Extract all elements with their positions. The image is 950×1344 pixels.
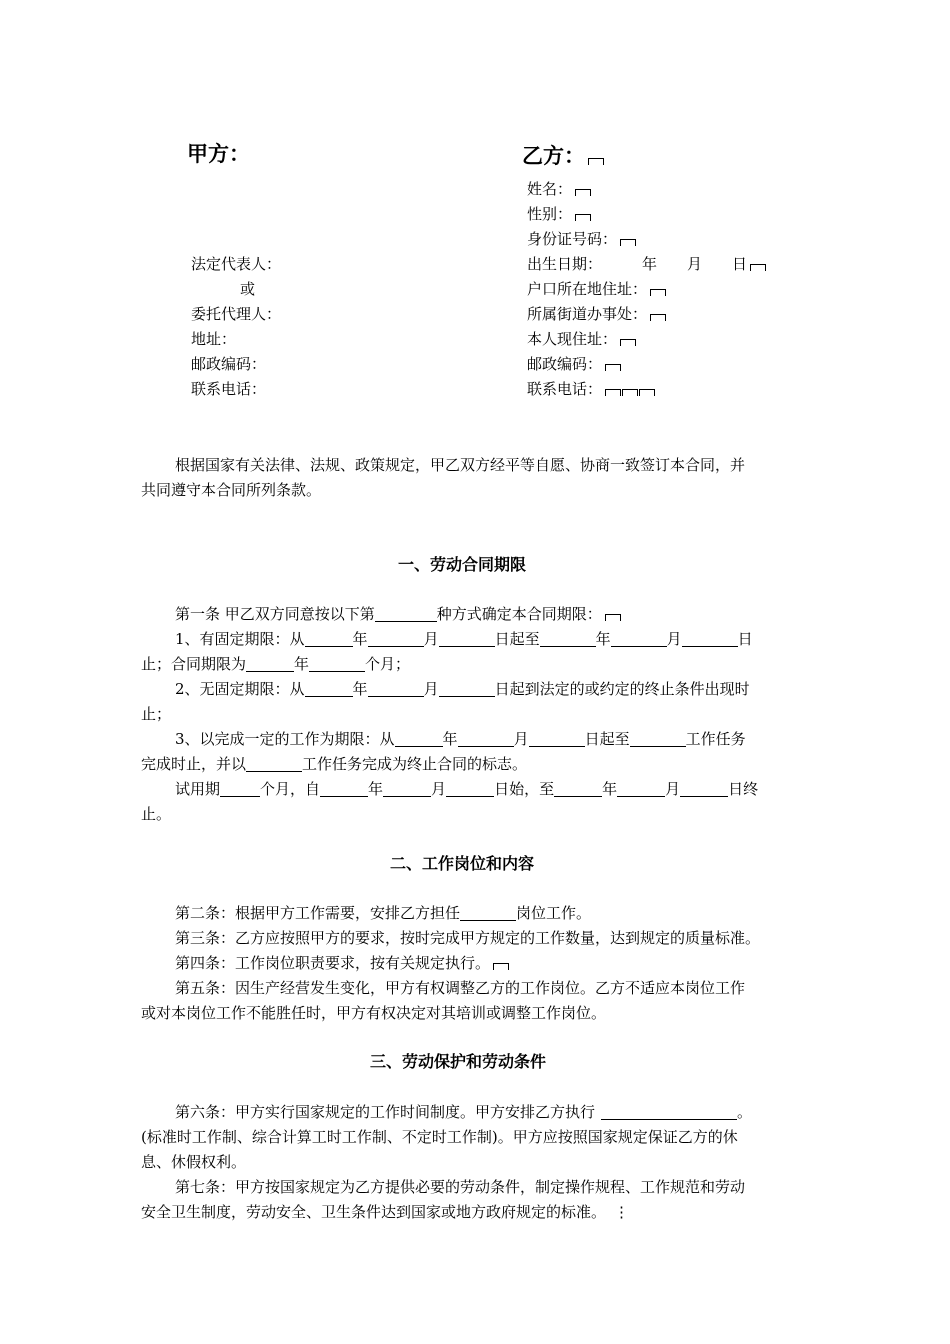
blank-mark-icon bbox=[620, 239, 636, 246]
article-6-line-3: 息、休假权利。 bbox=[141, 1153, 247, 1171]
item-3-line-2: 完成时止，并以 工作任务完成为终止合同的标志。 bbox=[141, 755, 528, 773]
article-6-line-1: 第六条：甲方实行国家规定的工作时间制度。甲方安排乙方执行 。 bbox=[175, 1103, 753, 1121]
blank-mark-icon bbox=[622, 389, 638, 396]
blank-mark-icon bbox=[650, 314, 666, 321]
trial-line-1: 试用期 个月，自 年 月 日始，至 年 月 日终 bbox=[175, 780, 759, 798]
party-b-postcode: 邮政编码： bbox=[527, 353, 621, 374]
article-6-line-2: (标准时工作制、综合计算工时工作制、不定时工作制)。甲方应按照国家规定保证乙方的休 bbox=[141, 1128, 738, 1146]
intro-line-2: 共同遵守本合同所列条款。 bbox=[141, 481, 322, 499]
party-a-title: 甲方： bbox=[187, 142, 250, 166]
party-b-title: 乙方： bbox=[522, 140, 604, 170]
party-a-agent: 委托代理人： bbox=[191, 305, 282, 323]
party-b-name: 姓名： bbox=[527, 178, 591, 199]
party-b-gender: 性别： bbox=[527, 203, 591, 224]
article-7-line-1: 第七条：甲方按国家规定为乙方提供必要的劳动条件，制定操作规程、工作规范和劳动 bbox=[175, 1178, 746, 1196]
trial-line-2: 止。 bbox=[141, 805, 172, 823]
article-3: 第三条：乙方应按照甲方的要求，按时完成甲方规定的工作数量，达到规定的质量标准。 bbox=[175, 929, 761, 947]
party-b-birth: 出生日期： 年 月 日 bbox=[527, 253, 766, 274]
blank-mark-icon bbox=[493, 963, 509, 970]
party-a-phone: 联系电话： bbox=[191, 380, 267, 398]
item-1-line-2: 止；合同期限为 年 个月； bbox=[141, 655, 411, 673]
article-5-line-1: 第五条：因生产经营发生变化，甲方有权调整乙方的工作岗位。乙方不适应本岗位工作 bbox=[175, 979, 746, 997]
party-a-address: 地址： bbox=[191, 330, 237, 348]
party-b-hukou: 户口所在地住址： bbox=[527, 278, 666, 299]
party-b-street: 所属街道办事处： bbox=[527, 303, 666, 324]
item-2-line-1: 2、无固定期限：从 年 月 日起到法定的或约定的终止条件出现时 bbox=[175, 680, 750, 698]
blank-mark-icon bbox=[639, 389, 655, 396]
blank-mark-icon bbox=[605, 389, 621, 396]
item-1-line-1: 1、有固定期限：从 年 月 日起至 年 月 日 bbox=[175, 630, 753, 648]
party-b-id: 身份证号码： bbox=[527, 228, 636, 249]
article-5-line-2: 或对本岗位工作不能胜任时，甲方有权决定对其培训或调整工作岗位。 bbox=[141, 1004, 607, 1022]
party-a-rep: 法定代表人： bbox=[191, 255, 282, 273]
article-2: 第二条：根据甲方工作需要，安排乙方担任 岗位工作。 bbox=[175, 904, 592, 922]
section-2-heading: 二、工作岗位和内容 bbox=[390, 854, 535, 873]
continuation-mark: ⋮ bbox=[614, 1203, 630, 1221]
section-3-heading: 三、劳动保护和劳动条件 bbox=[370, 1052, 547, 1071]
item-2-line-2: 止； bbox=[141, 705, 172, 723]
blank-mark-icon bbox=[650, 289, 666, 296]
item-3-line-1: 3、以完成一定的工作为期限：从 年 月 日起至 工作任务 bbox=[175, 730, 746, 748]
blank-mark-icon bbox=[605, 364, 621, 371]
blank-mark-icon bbox=[605, 614, 621, 621]
article-1: 第一条 甲乙双方同意按以下第 种方式确定本合同期限： bbox=[175, 603, 621, 624]
party-a-postcode: 邮政编码： bbox=[191, 355, 267, 373]
intro-line-1: 根据国家有关法律、法规、政策规定，甲乙双方经平等自愿、协商一致签订本合同，并 bbox=[175, 456, 746, 474]
party-b-phone: 联系电话： bbox=[527, 378, 655, 399]
blank-mark-icon bbox=[575, 214, 591, 221]
blank-mark-icon bbox=[575, 189, 591, 196]
article-7-line-2: 安全卫生制度，劳动安全、卫生条件达到国家或地方政府规定的标准。 ⋮ bbox=[141, 1203, 630, 1221]
blank-mark-icon bbox=[620, 339, 636, 346]
blank-mark-icon bbox=[750, 264, 766, 271]
article-4: 第四条：工作岗位职责要求，按有关规定执行。 bbox=[175, 952, 509, 973]
blank-mark-icon bbox=[588, 158, 604, 165]
party-a-or: 或 bbox=[240, 280, 256, 298]
section-1-heading: 一、劳动合同期限 bbox=[398, 555, 527, 574]
party-b-residence: 本人现住址： bbox=[527, 328, 636, 349]
